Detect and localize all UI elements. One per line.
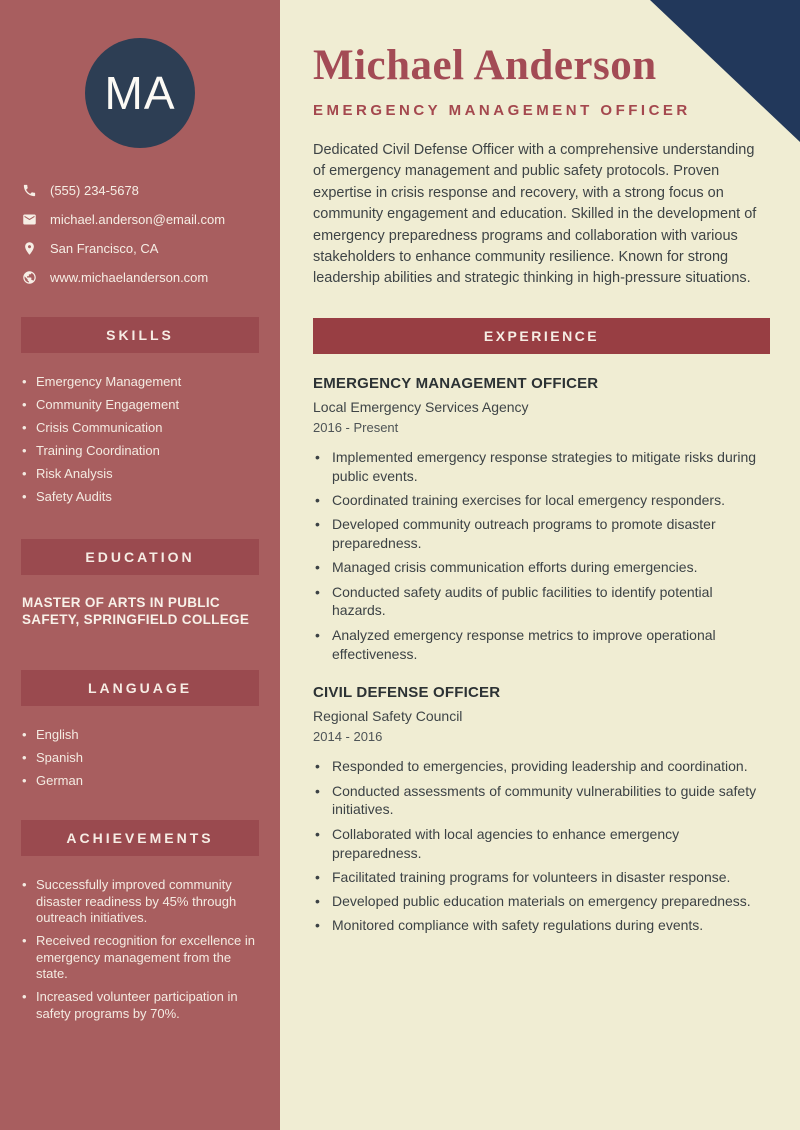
list-item: • Increased volunteer participation in safety programs by 70%. xyxy=(22,989,262,1022)
contact-location-text: San Francisco, CA xyxy=(50,241,159,256)
list-item: • Emergency Management xyxy=(22,374,262,391)
skills-title: SKILLS xyxy=(106,327,174,343)
contact-item-email xyxy=(22,211,262,228)
list-item: • Coordinated training exercises for local emergency responders. xyxy=(313,491,770,510)
list-item: • Developed public education materials on emergency preparedness. xyxy=(313,892,770,911)
sidebar xyxy=(0,0,280,1130)
list-item: • Collaborated with local agencies to enhance emergency preparedness. xyxy=(313,825,770,863)
job-headline: EMERGENCY MANAGEMENT OFFICER xyxy=(313,102,691,119)
list-item: • Received recognition for excellence in emergency management from the state. xyxy=(22,933,262,983)
skills-list xyxy=(0,374,280,506)
experience-entry xyxy=(313,684,770,935)
achievements-list xyxy=(0,877,280,1022)
list-item: • English xyxy=(22,727,262,744)
list-item: • Responded to emergencies, providing leadership and coordination. xyxy=(313,757,770,776)
job-dates: 2016 - Present xyxy=(313,419,399,435)
globe-icon xyxy=(22,270,37,285)
list-item: • Monitored compliance with safety regulations during events. xyxy=(313,916,770,935)
achievements-section-header xyxy=(21,820,259,856)
experience-title: EXPERIENCE xyxy=(483,327,600,344)
list-item: • Safety Audits xyxy=(22,489,262,506)
main-content xyxy=(280,0,800,1130)
list-item: • Facilitated training programs for volunteers in disaster response. xyxy=(313,868,770,887)
language-section-header xyxy=(21,670,259,706)
list-item: • Analyzed emergency response metrics to improve operational effectiveness. xyxy=(313,626,770,664)
job-dates: 2014 - 2016 xyxy=(313,729,383,745)
list-item: • Risk Analysis xyxy=(22,466,262,483)
job-bullet-list xyxy=(313,448,770,663)
email-icon xyxy=(22,212,37,227)
list-item: • Successfully improved community disaster readiness by 45% through outreach initiatives. xyxy=(22,877,262,927)
list-item: • Managed crisis communication efforts during emergencies. xyxy=(313,558,770,577)
contact-email-text: michael.anderson@email.com xyxy=(50,212,226,227)
page-title: Michael Anderson xyxy=(313,42,657,89)
list-item: • German xyxy=(22,773,262,790)
contact-item-website xyxy=(22,269,262,286)
achievements-title: ACHIEVEMENTS xyxy=(66,830,214,846)
profile-summary: Dedicated Civil Defense Officer with a comprehensive understanding of emergency management and public safety protocols. Proven expertise in crisis response and recovery, with a strong focus on community engagement and education. Skilled in the development of emergency preparedness programs and collaboration with various stakeholders to enhance community resilience. Known for strong leadership abilities and strategic thinking in high-pressure situations. xyxy=(313,142,757,287)
contact-website-text: www.michaelanderson.com xyxy=(50,270,209,285)
location-pin-icon xyxy=(22,241,37,256)
list-item: • Conducted assessments of community vulnerabilities to guide safety initiatives. xyxy=(313,782,770,820)
list-item: • Training Coordination xyxy=(22,443,262,460)
contact-list xyxy=(0,182,280,286)
list-item: • Crisis Communication xyxy=(22,420,262,437)
job-bullet-list xyxy=(313,757,770,935)
avatar-initials: MA xyxy=(104,67,176,119)
list-item: • Developed community outreach programs to promote disaster preparedness. xyxy=(313,515,770,553)
avatar xyxy=(85,38,195,148)
experience-entry xyxy=(313,375,770,663)
job-company: Local Emergency Services Agency xyxy=(313,398,529,415)
job-company: Regional Safety Council xyxy=(313,708,463,725)
education-degree: MASTER OF ARTS IN PUBLIC SAFETY, SPRINGFIELD COLLEGE xyxy=(22,594,250,627)
list-item: • Spanish xyxy=(22,750,262,767)
contact-item-phone xyxy=(22,182,262,199)
list-item: • Conducted safety audits of public facilities to identify potential hazards. xyxy=(313,583,770,621)
list-item: • Implemented emergency response strategies to mitigate risks during public events. xyxy=(313,448,770,486)
language-list xyxy=(0,727,280,790)
list-item: • Community Engagement xyxy=(22,397,262,414)
phone-icon xyxy=(22,183,37,198)
experience-section-header xyxy=(313,318,770,354)
job-title: EMERGENCY MANAGEMENT OFFICER xyxy=(313,374,599,392)
contact-phone-text: (555) 234-5678 xyxy=(50,183,139,198)
job-title: CIVIL DEFENSE OFFICER xyxy=(313,684,501,702)
skills-section-header xyxy=(21,317,259,353)
contact-item-location xyxy=(22,240,262,257)
language-title: LANGUAGE xyxy=(87,679,193,696)
education-section-header xyxy=(21,539,259,575)
education-title: EDUCATION xyxy=(85,548,195,565)
